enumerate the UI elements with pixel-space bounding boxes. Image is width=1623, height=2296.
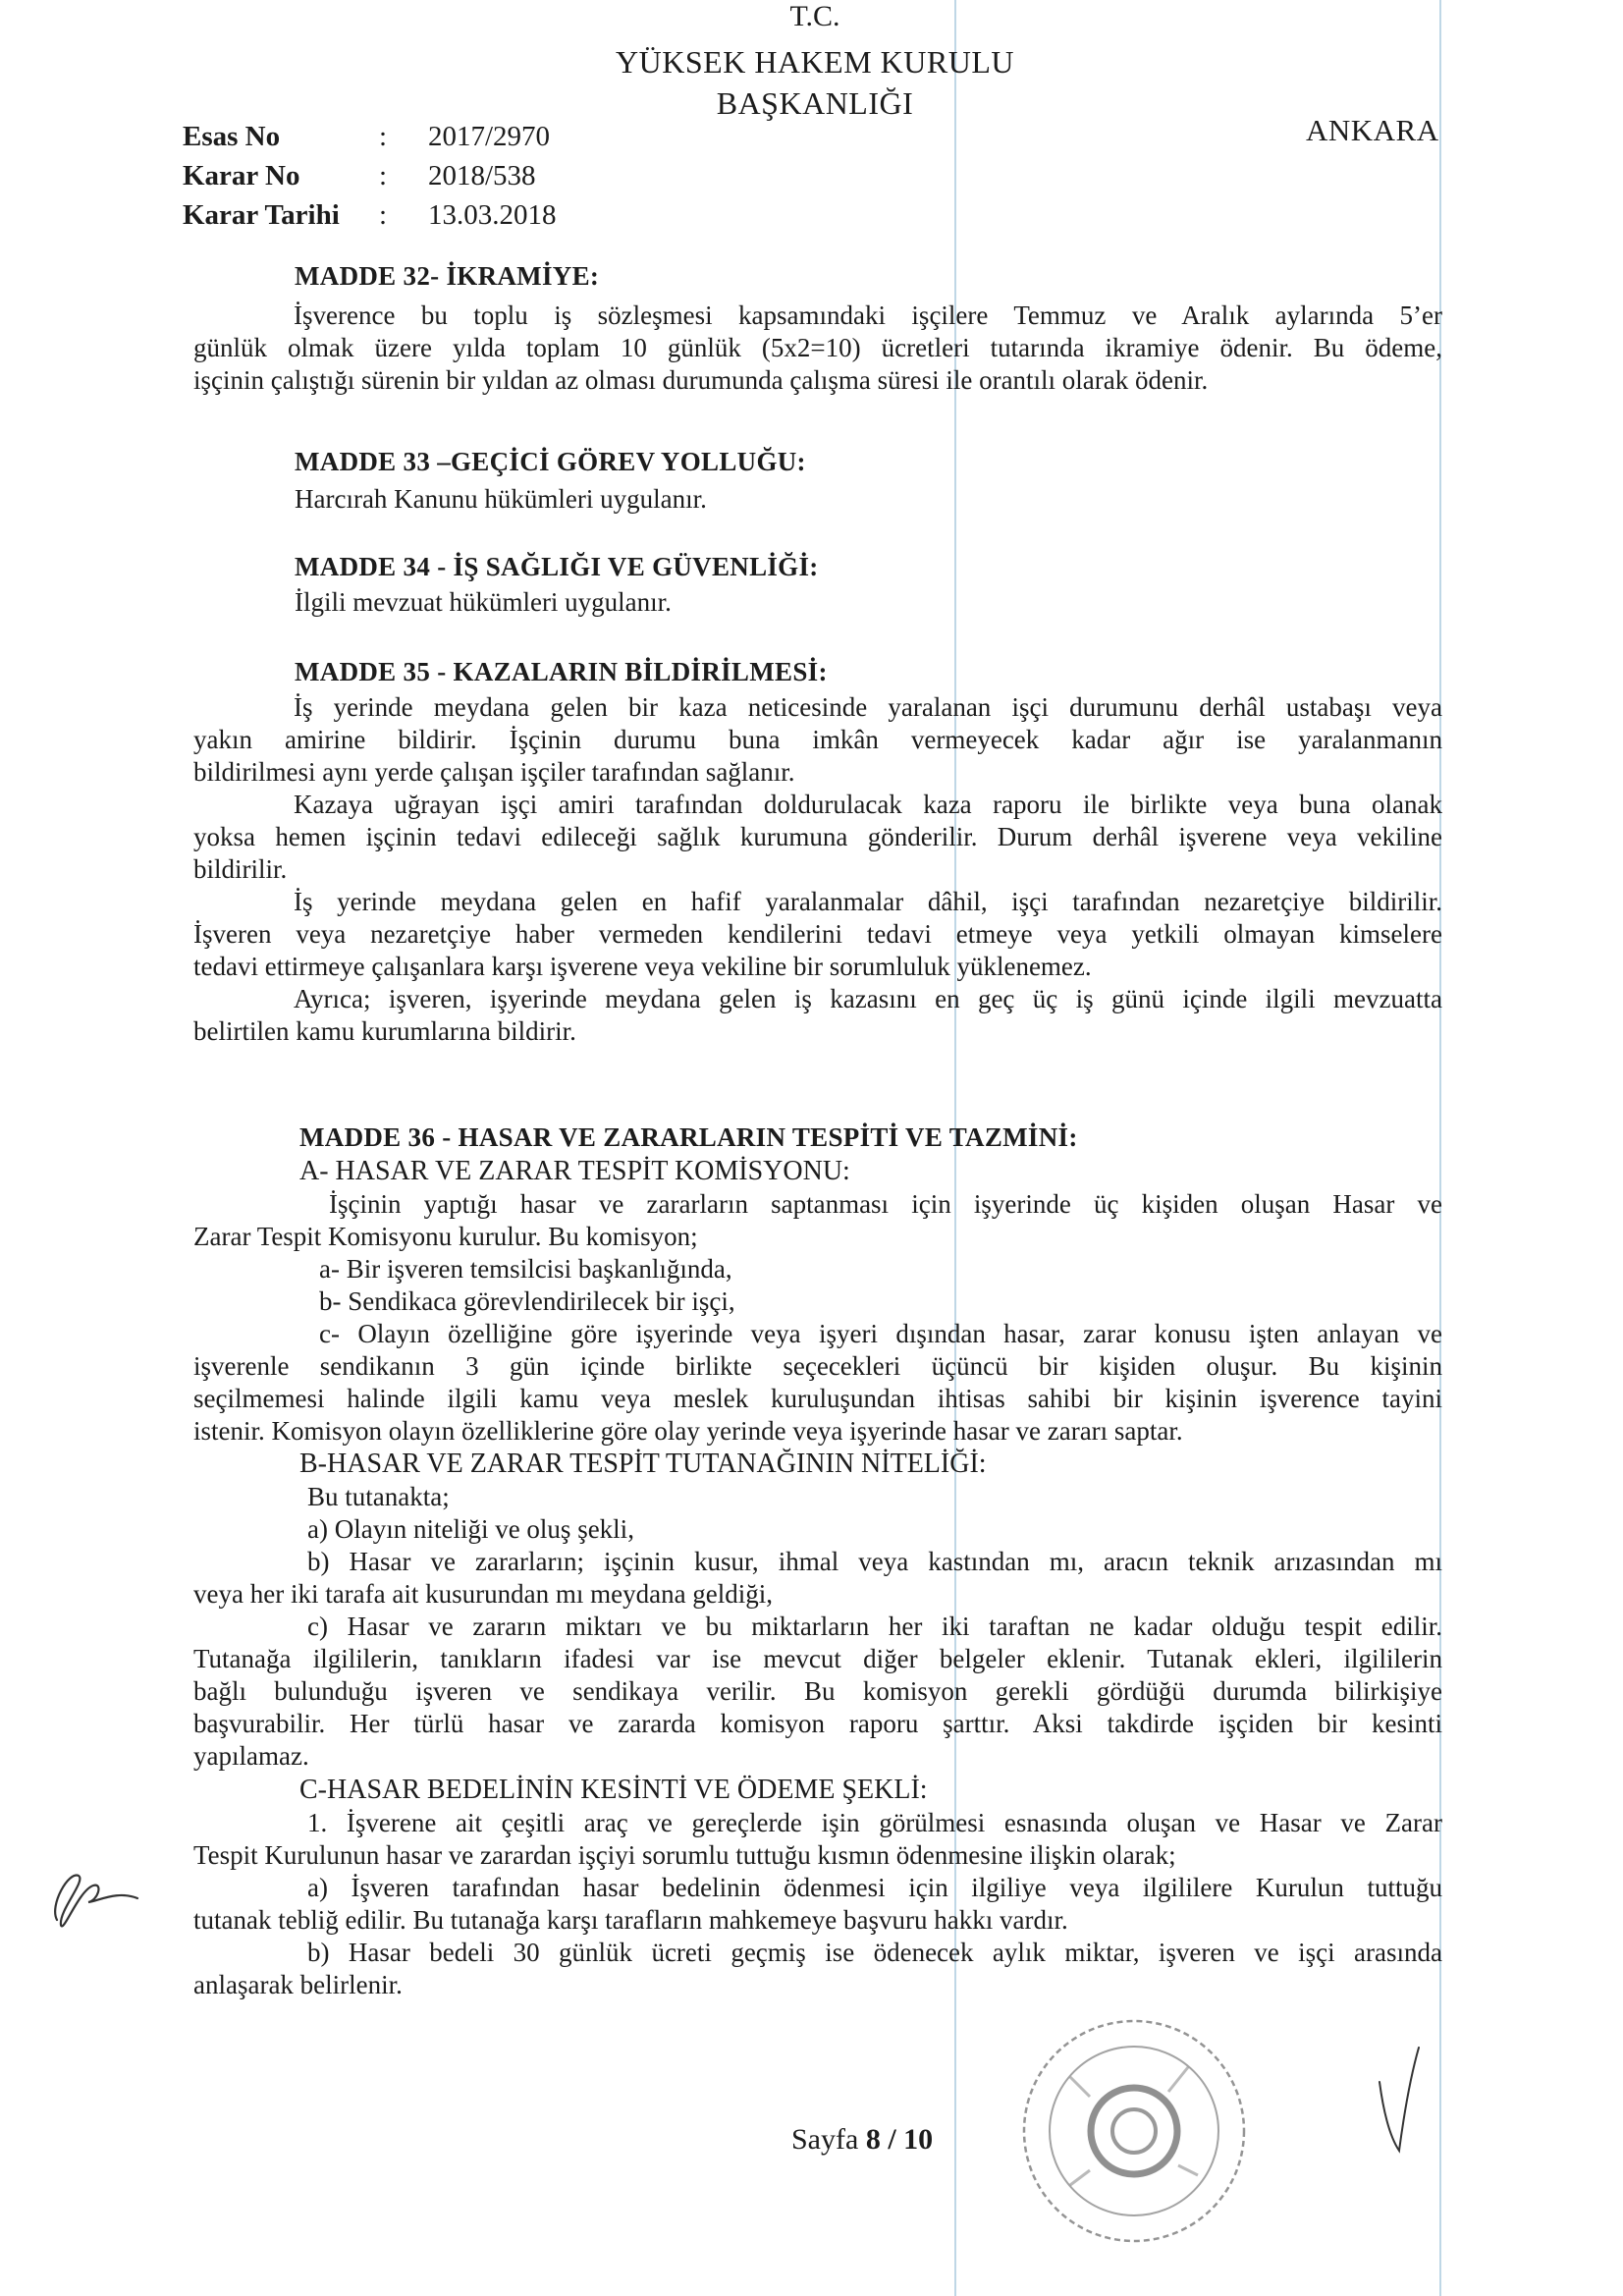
meta-colon: : xyxy=(379,160,388,191)
article-36-b-line: yapılamaz. xyxy=(193,1741,309,1771)
article-35-line: belirtilen kamu kurumlarına bildirir. xyxy=(193,1016,576,1046)
header-institution xyxy=(511,41,1119,124)
article-35-line: bildirilmesi aynı yerde çalışan işçiler tarafından sağlanır. xyxy=(193,757,795,787)
article-36-a-line: a- Bir işveren temsilcisi başkanlığında, xyxy=(319,1254,732,1284)
header-title-line1: YÜKSEK HAKEM KURULU xyxy=(616,44,1014,80)
header-title-line2: BAŞKANLIĞI xyxy=(716,85,914,121)
meta-colon: : xyxy=(379,199,388,231)
meta-esas-label: Esas No xyxy=(183,121,281,152)
article-36-a-line: seçilmemesi halinde ilgili kamu veya meslek kuruluşundan ihtisas sahibi bir kişinin işverence tayini xyxy=(193,1384,1442,1413)
article-35-body xyxy=(193,691,1442,1048)
page-number-prefix: Sayfa xyxy=(791,2123,859,2156)
article-32-body xyxy=(193,300,1442,397)
official-seal-stamp xyxy=(1011,2008,1257,2254)
meta-tarih-value: 13.03.2018 xyxy=(428,199,557,231)
article-36-a-body xyxy=(193,1188,1442,1448)
article-35-line: Ayrıca; işveren, işyerinde meydana gelen iş kazasını en geç üç iş günü içinde ilgili mevzuatta xyxy=(294,984,1442,1013)
article-35-line: İşveren veya nezaretçiye haber vermeden kendilerini tedavi etmeye veya yetkili olmayan kimselere xyxy=(193,919,1442,949)
article-36-a-title: A- HASAR VE ZARAR TESPİT KOMİSYONU: xyxy=(299,1156,850,1186)
article-36-b-line: b) Hasar ve zararların; işçinin kusur, ihmal veya kastından mı, aracın teknik arızasından mı xyxy=(307,1547,1442,1576)
article-36-c-line: tutanak tebliğ edilir. Bu tutanağa karşı tarafların mahkemeye başvuru hakkı vardır. xyxy=(193,1905,1068,1935)
meta-karar-row xyxy=(183,156,557,195)
article-32-line: İşverence bu toplu iş sözleşmesi kapsamındaki işçilere Temmuz ve Aralık aylarında 5’er xyxy=(294,301,1442,330)
article-36-b-title: B-HASAR VE ZARAR TESPİT TUTANAĞININ NİTELİĞİ: xyxy=(299,1449,987,1479)
meta-esas-value: 2017/2970 xyxy=(428,121,551,152)
meta-colon: : xyxy=(379,121,388,152)
article-36-b-line: c) Hasar ve zararın miktarı ve bu miktarların her iki taraftan ne kadar olduğu tespit edilir. xyxy=(307,1612,1442,1641)
article-35-line: yakın amirine bildirir. İşçinin durumu buna imkân vermeyecek kadar ağır ise yaralanmanın xyxy=(193,725,1442,754)
article-36-a-line: b- Sendikaca görevlendirilecek bir işçi, xyxy=(319,1286,735,1316)
initials-signature-left xyxy=(39,1851,147,1940)
case-meta xyxy=(183,117,557,235)
article-35-line: İş yerinde meydana gelen en hafif yaralanmalar dâhil, işçi tarafından nezaretçiye bildirilir. xyxy=(294,887,1442,916)
header-city: ANKARA xyxy=(1306,113,1439,147)
meta-karar-value: 2018/538 xyxy=(428,160,536,191)
article-36-b-line: bağlı bulunduğu işveren ve sendikaya verilir. Bu komisyon gerekli gördüğü durumda bilirkişiye xyxy=(193,1676,1442,1706)
article-35-line: Kazaya uğrayan işçi amiri tarafından doldurulacak kaza raporu ile birlikte veya buna olanak xyxy=(294,790,1442,819)
article-36-a-line: Zarar Tespit Komisyonu kurulur. Bu komisyon; xyxy=(193,1222,698,1251)
article-36-b-line: veya her iki tarafa ait kusurundan mı meydana geldiği, xyxy=(193,1579,774,1609)
article-35-line: tedavi ettirmeye çalışanlara karşı işverene veya vekiline bir sorumluluk yüklenemez. xyxy=(193,952,1092,981)
initials-signature-right xyxy=(1370,2043,1429,2160)
article-36-a-line: İşçinin yaptığı hasar ve zararların saptanması için işyerinde üç kişiden oluşan Hasar ve xyxy=(329,1189,1442,1219)
article-36-b-line: Tutanağa ilgililerin, tanıkların ifadesi var ise mevcut diğer belgeler eklenir. Tutanak ekleri, ilgililerin xyxy=(193,1644,1442,1673)
article-36-c-line: a) İşveren tarafından hasar bedelinin ödenmesi için ilgiliye veya ilgililere Kurulun tuttuğu xyxy=(307,1873,1442,1902)
article-34-line: İlgili mevzuat hükümleri uygulanır. xyxy=(295,587,672,617)
article-36-b-body xyxy=(193,1481,1442,1773)
article-36-c-line: Tespit Kurulunun hasar ve zarardan işçiyi sorumlu tuttuğu kısmın ödenmesine ilişkin olarak; xyxy=(193,1840,1176,1870)
header-tc: T.C. xyxy=(789,0,840,32)
article-35-line: yoksa hemen işçinin tedavi edileceği sağlık kurumuna gönderilir. Durum derhâl işverene veya vekiline xyxy=(193,822,1442,851)
article-36-b-line: başvurabilir. Her türlü hasar ve zararda komisyon raporu şarttır. Aksi takdirde işçiden bir kesinti xyxy=(193,1709,1442,1738)
article-35-line: İş yerinde meydana gelen bir kaza neticesinde yaralanan işçi durumunu derhâl ustabaşı veya xyxy=(294,692,1442,722)
meta-esas-row xyxy=(183,117,557,156)
article-33-line: Harcırah Kanunu hükümleri uygulanır. xyxy=(295,484,707,514)
article-32-line: günlük olmak üzere yılda toplam 10 günlük (5x2=10) ücretleri tutarında ikramiye ödenir. Bu ödeme, xyxy=(193,333,1442,362)
article-36-b-line: Bu tutanakta; xyxy=(307,1482,450,1511)
article-35-heading: MADDE 35 - KAZALARIN BİLDİRİLMESİ: xyxy=(295,657,828,686)
article-34-heading: MADDE 34 - İŞ SAĞLIĞI VE GÜVENLİĞİ: xyxy=(295,552,819,581)
meta-karar-label: Karar No xyxy=(183,160,300,191)
article-36-b-line: a) Olayın niteliği ve oluş şekli, xyxy=(307,1514,634,1544)
article-36-c-line: b) Hasar bedeli 30 günlük ücreti geçmiş ise ödenecek aylık miktar, işveren ve işçi arasında xyxy=(307,1938,1442,1967)
page-number-separator: / xyxy=(880,2123,904,2156)
meta-tarih-row xyxy=(183,195,557,235)
page-number xyxy=(791,2123,933,2157)
article-34-body xyxy=(295,586,672,619)
page-number-total: 10 xyxy=(903,2123,934,2156)
article-36-heading: MADDE 36 - HASAR VE ZARARLARIN TESPİTİ VE TAZMİNİ: xyxy=(299,1122,1078,1152)
article-33-body xyxy=(295,483,707,516)
article-33-heading: MADDE 33 –GEÇİCİ GÖREV YOLLUĞU: xyxy=(295,447,806,476)
article-35-line: bildirilir. xyxy=(193,854,288,884)
meta-tarih-label: Karar Tarihi xyxy=(183,199,340,231)
article-36-c-title: C-HASAR BEDELİNİN KESİNTİ VE ÖDEME ŞEKLİ: xyxy=(299,1775,928,1805)
article-32-line: işçinin çalıştığı sürenin bir yıldan az olması durumunda çalışma süresi ile orantılı olarak ödenir. xyxy=(193,365,1209,395)
article-36-c-line: 1. İşverene ait çeşitli araç ve gereçlerde işin görülmesi esnasında oluşan ve Hasar ve Zarar xyxy=(307,1808,1442,1837)
article-32-heading: MADDE 32- İKRAMİYE: xyxy=(295,261,600,291)
article-36-a-line: istenir. Komisyon olayın özelliklerine göre olay yerinde veya işyerinde hasar ve zararı saptar. xyxy=(193,1416,1183,1446)
article-36-a-line: c- Olayın özelliğine göre işyerinde veya işyeri dışından hasar, zarar konusu işten anlayan ve xyxy=(319,1319,1442,1348)
article-36-a-line: işverenle sendikanın 3 gün içinde birlikte seçecekleri üçüncü bir kişiden oluşur. Bu kişinin xyxy=(193,1351,1442,1381)
page-number-current: 8 xyxy=(865,2123,881,2156)
article-36-c-body xyxy=(193,1807,1442,2001)
article-36-c-line: anlaşarak belirlenir. xyxy=(193,1970,403,1999)
